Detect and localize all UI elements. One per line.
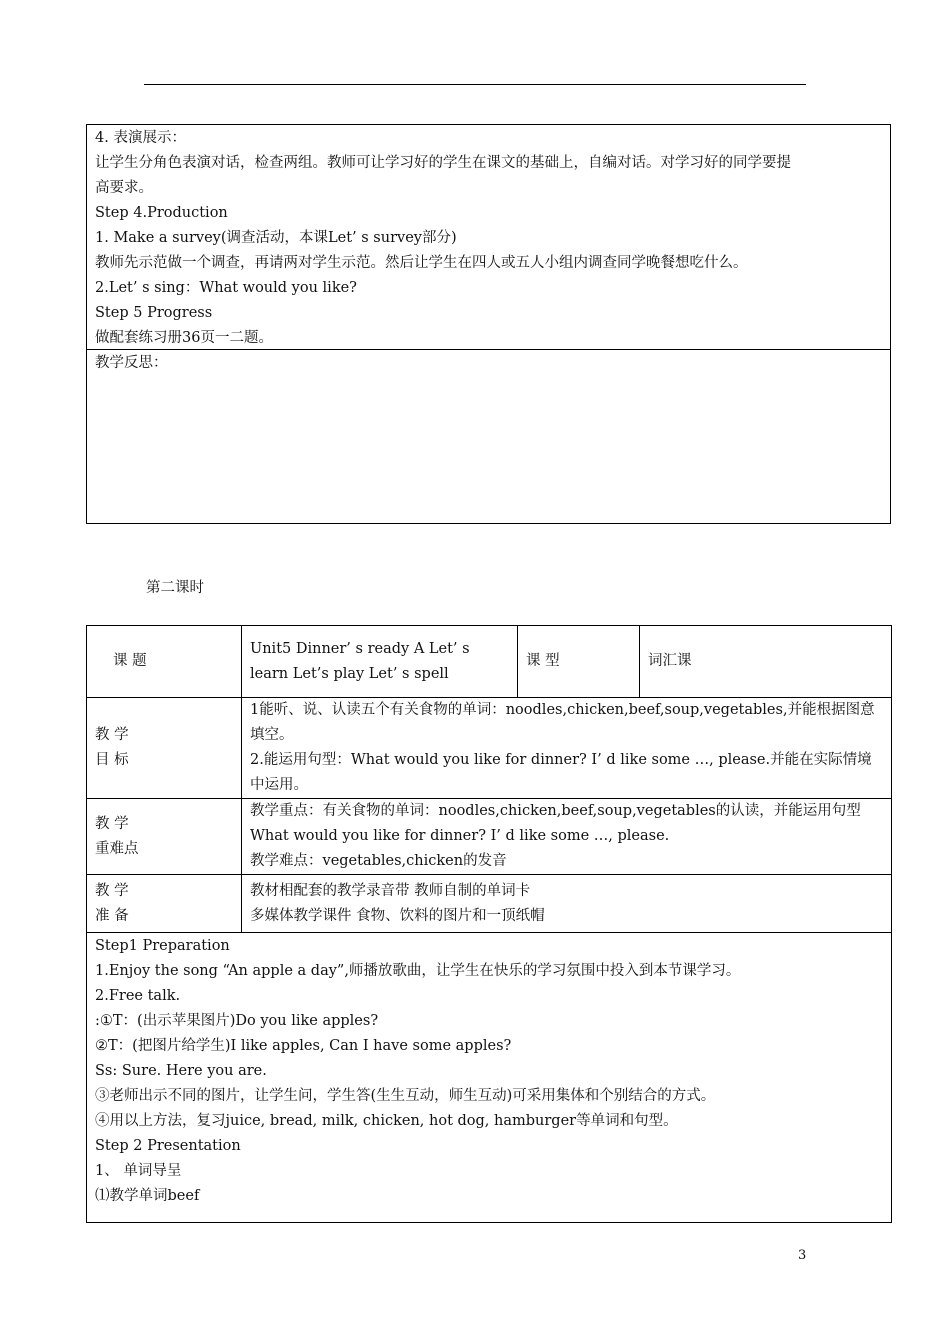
topic-label: 课 题 — [87, 626, 242, 698]
process-line: :①T：(出示苹果图片)Do you like apples? — [95, 1013, 379, 1029]
process-line: Step1 Preparation — [95, 938, 230, 954]
table-row — [87, 933, 892, 1223]
section-title: 第二课时 — [146, 580, 204, 596]
table-row — [87, 698, 892, 799]
process-line: Ss: Sure. Here you are. — [95, 1063, 267, 1079]
process-line: ⑴教学单词beef — [95, 1188, 200, 1204]
step-line: 4. 表演展示： — [95, 130, 186, 146]
step-line: 让学生分角色表演对话，检查两组。教师可让学习好的学生在课文的基础上，自编对话。对学习好的同学要提 — [95, 155, 791, 171]
prep-label: 教 学 准 备 — [87, 875, 242, 933]
table-row — [87, 626, 892, 698]
step-line: 教师先示范做一个调查，再请两对学生示范。然后让学生在四人或五人小组内调查同学晚餐想吃什么。 — [95, 255, 748, 271]
step-line: Step 4.Production — [95, 205, 228, 221]
process-line: 1.Enjoy the song “An apple a day”,师播放歌曲，让学生在快乐的学习氛围中投入到本节课学习。 — [95, 963, 741, 979]
topic-line: Unit5 Dinner’ s ready A Let’ s — [250, 640, 470, 657]
goals-content — [242, 698, 892, 799]
step-line: 2.Let’ s sing：What would you like? — [95, 280, 357, 296]
page-number: 3 — [798, 1248, 807, 1263]
process-line: 2.Free talk. — [95, 988, 181, 1004]
keypoints-label: 教 学 重难点 — [87, 799, 242, 875]
type-label: 课 型 — [518, 626, 640, 698]
reflection-label: 教学反思： — [95, 355, 168, 371]
process-line: ②T：(把图片给学生)I like apples, Can I have some apples? — [95, 1038, 512, 1054]
keypoints-content — [242, 799, 892, 875]
type-value: 词汇课 — [640, 626, 892, 698]
step-line: 1. Make a survey(调查活动，本课Let’ s survey部分) — [95, 230, 457, 246]
continued-steps-box — [86, 124, 891, 350]
header-rule — [144, 84, 806, 85]
prep-content — [242, 875, 892, 933]
table-row — [87, 875, 892, 933]
process-line: ③老师出示不同的图片，让学生问，学生答(生生互动，师生互动)可采用集体和个别结合的方式。 — [95, 1088, 716, 1104]
process-line: Step 2 Presentation — [95, 1138, 241, 1154]
lesson-plan-table — [86, 625, 892, 1223]
process-content — [87, 933, 892, 1223]
reflection-box — [86, 349, 891, 524]
prep-item: 多媒体教学课件 食物、饮料的图片和一顶纸帽 — [250, 907, 545, 924]
goals-label: 教 学 目 标 — [87, 698, 242, 799]
keypoint-item: 教学重点：有关食物的单词：noodles,chicken,beef,soup,vegetables的认读，并能运用句型What would you like for dinner? I’ d like some …, please. — [250, 803, 861, 844]
prep-item: 教材相配套的教学录音带 教师自制的单词卡 — [250, 882, 531, 899]
topic-value — [242, 626, 518, 698]
goal-item: 1能听、说、认读五个有关食物的单词：noodles,chicken,beef,soup,vegetables,并能根据图意填空。 — [250, 702, 875, 743]
process-line: 1、 单词导呈 — [95, 1163, 182, 1179]
table-row — [87, 799, 892, 875]
step-line: Step 5 Progress — [95, 305, 213, 321]
step-line: 高要求。 — [95, 180, 153, 196]
process-line: ④用以上方法，复习juice, bread, milk, chicken, hot dog, hamburger等单词和句型。 — [95, 1113, 678, 1129]
topic-line: learn Let’s play Let’ s spell — [250, 665, 449, 682]
step-line: 做配套练习册36页一二题。 — [95, 330, 273, 346]
goal-item: 2.能运用句型：What would you like for dinner? I’ d like some …, please.并能在实际情境中运用。 — [250, 752, 872, 793]
keypoint-item: 教学难点：vegetables,chicken的发音 — [250, 853, 507, 869]
